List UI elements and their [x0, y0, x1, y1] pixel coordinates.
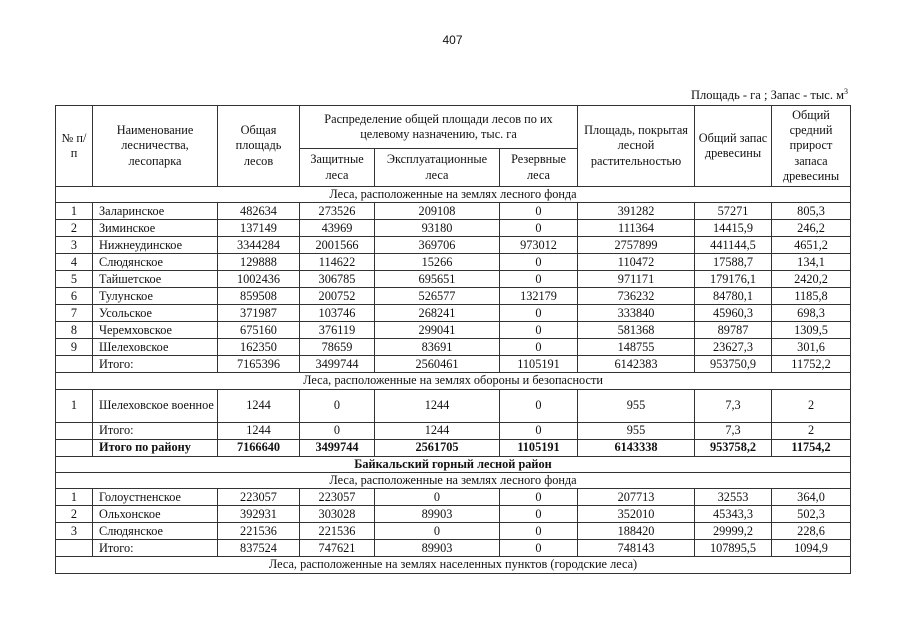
cell-n: 9 — [56, 339, 93, 356]
cell-forest: 207713 — [578, 489, 695, 506]
cell-total: 859508 — [218, 288, 300, 305]
cell-res: 1105191 — [500, 356, 578, 373]
cell-forest: 748143 — [578, 540, 695, 557]
cell-name: Шелеховское военное — [93, 389, 218, 422]
cell-prot: 2001566 — [300, 237, 375, 254]
cell-stock: 23627,3 — [695, 339, 772, 356]
cell-stock: 29999,2 — [695, 523, 772, 540]
cell-name: Слюдянское — [93, 523, 218, 540]
cell-total: 3344284 — [218, 237, 300, 254]
cell-forest: 2757899 — [578, 237, 695, 254]
cell-expl: 695651 — [375, 271, 500, 288]
cell-res: 132179 — [500, 288, 578, 305]
cell-total: 392931 — [218, 506, 300, 523]
cell-prot: 303028 — [300, 506, 375, 523]
cell-prot: 43969 — [300, 220, 375, 237]
cell-res: 0 — [500, 422, 578, 439]
cell-n: 7 — [56, 305, 93, 322]
cell-growth: 246,2 — [772, 220, 851, 237]
cell-growth: 301,6 — [772, 339, 851, 356]
cell-res: 0 — [500, 322, 578, 339]
cell-expl: 15266 — [375, 254, 500, 271]
cell-forest: 971171 — [578, 271, 695, 288]
cell-name: Итого: — [93, 356, 218, 373]
cell-forest: 352010 — [578, 506, 695, 523]
cell-growth: 502,3 — [772, 506, 851, 523]
cell-name: Заларинское — [93, 203, 218, 220]
cell-forest: 110472 — [578, 254, 695, 271]
cell-res: 0 — [500, 305, 578, 322]
section-forest-fund-title: Леса, расположенные на землях лесного фонда — [56, 187, 851, 203]
table-row — [56, 203, 851, 220]
table-body — [56, 187, 851, 574]
cell-forest: 955 — [578, 422, 695, 439]
page-number: 407 — [442, 33, 463, 47]
header-reserve: Резервные леса — [500, 149, 578, 187]
header-distribution: Распределение общей площади лесов по их целевому назначению, тыс. га — [300, 106, 578, 149]
section-forest-fund-2 — [56, 473, 851, 489]
cell-expl: 526577 — [375, 288, 500, 305]
cell-expl: 268241 — [375, 305, 500, 322]
table-row — [56, 220, 851, 237]
section-defense-lands-title: Леса, расположенные на землях обороны и безопасности — [56, 373, 851, 389]
cell-prot: 200752 — [300, 288, 375, 305]
forest-table — [55, 105, 851, 574]
cell-growth: 11752,2 — [772, 356, 851, 373]
cell-growth: 1094,9 — [772, 540, 851, 557]
units-superscript: 3 — [844, 86, 848, 96]
cell-name: Нижнеудинское — [93, 237, 218, 254]
cell-name: Зиминское — [93, 220, 218, 237]
cell-total: 162350 — [218, 339, 300, 356]
cell-total: 7165396 — [218, 356, 300, 373]
cell-n: 1 — [56, 389, 93, 422]
section-forest-fund-2-title: Леса, расположенные на землях лесного фонда — [56, 473, 851, 489]
cell-stock: 32553 — [695, 489, 772, 506]
cell-forest: 736232 — [578, 288, 695, 305]
cell-growth: 11754,2 — [772, 439, 851, 456]
cell-n: 1 — [56, 489, 93, 506]
table-row — [56, 389, 851, 422]
cell-growth: 2420,2 — [772, 271, 851, 288]
cell-n: 3 — [56, 523, 93, 540]
cell-growth: 134,1 — [772, 254, 851, 271]
header-protective: Защитные леса — [300, 149, 375, 187]
cell-name: Тулунское — [93, 288, 218, 305]
cell-stock: 89787 — [695, 322, 772, 339]
table-row — [56, 339, 851, 356]
cell-total: 223057 — [218, 489, 300, 506]
cell-expl: 83691 — [375, 339, 500, 356]
cell-n — [56, 439, 93, 456]
cell-name: Итого: — [93, 540, 218, 557]
cell-growth: 228,6 — [772, 523, 851, 540]
district-heading — [56, 456, 851, 472]
table-row — [56, 305, 851, 322]
cell-res: 0 — [500, 540, 578, 557]
cell-expl: 2561705 — [375, 439, 500, 456]
cell-n — [56, 540, 93, 557]
cell-res: 0 — [500, 203, 578, 220]
cell-total: 1244 — [218, 389, 300, 422]
cell-n: 6 — [56, 288, 93, 305]
cell-forest: 6143338 — [578, 439, 695, 456]
cell-expl: 93180 — [375, 220, 500, 237]
table-row — [56, 237, 851, 254]
cell-name: Шелеховское — [93, 339, 218, 356]
cell-growth: 1185,8 — [772, 288, 851, 305]
cell-expl: 369706 — [375, 237, 500, 254]
header-forested-area: Площадь, покрытая лесной растительностью — [578, 106, 695, 187]
cell-forest: 111364 — [578, 220, 695, 237]
cell-growth: 2 — [772, 389, 851, 422]
cell-forest: 955 — [578, 389, 695, 422]
cell-n: 5 — [56, 271, 93, 288]
table-row — [56, 254, 851, 271]
cell-name: Тайшетское — [93, 271, 218, 288]
cell-res: 0 — [500, 489, 578, 506]
table-row — [56, 523, 851, 540]
header-exploitation: Эксплуатационные леса — [375, 149, 500, 187]
district-total-row — [56, 439, 851, 456]
cell-total: 482634 — [218, 203, 300, 220]
cell-stock: 441144,5 — [695, 237, 772, 254]
cell-res: 1105191 — [500, 439, 578, 456]
cell-expl: 0 — [375, 489, 500, 506]
cell-forest: 581368 — [578, 322, 695, 339]
cell-forest: 6142383 — [578, 356, 695, 373]
cell-stock: 953758,2 — [695, 439, 772, 456]
cell-n: 8 — [56, 322, 93, 339]
cell-stock: 45343,3 — [695, 506, 772, 523]
cell-total: 137149 — [218, 220, 300, 237]
cell-prot: 78659 — [300, 339, 375, 356]
cell-res: 0 — [500, 339, 578, 356]
cell-total: 1002436 — [218, 271, 300, 288]
cell-growth: 805,3 — [772, 203, 851, 220]
cell-n: 3 — [56, 237, 93, 254]
units-label: Площадь - га ; Запас - тыс. м — [691, 88, 844, 102]
cell-expl: 1244 — [375, 422, 500, 439]
total-row — [56, 540, 851, 557]
cell-growth: 2 — [772, 422, 851, 439]
section-forest-fund — [56, 187, 851, 203]
cell-forest: 391282 — [578, 203, 695, 220]
table-row — [56, 506, 851, 523]
cell-res: 0 — [500, 506, 578, 523]
total-row — [56, 356, 851, 373]
cell-prot: 3499744 — [300, 439, 375, 456]
cell-stock: 7,3 — [695, 389, 772, 422]
cell-stock: 953750,9 — [695, 356, 772, 373]
header-num: № п/п — [56, 106, 93, 187]
cell-n: 1 — [56, 203, 93, 220]
table-row — [56, 322, 851, 339]
section-settlement-lands-title: Леса, расположенные на землях населенных пунктов (городские леса) — [56, 557, 851, 573]
cell-stock: 84780,1 — [695, 288, 772, 305]
cell-expl: 209108 — [375, 203, 500, 220]
cell-prot: 0 — [300, 422, 375, 439]
cell-name: Итого по району — [93, 439, 218, 456]
cell-expl: 89903 — [375, 506, 500, 523]
cell-total: 675160 — [218, 322, 300, 339]
cell-res: 0 — [500, 523, 578, 540]
cell-n: 2 — [56, 506, 93, 523]
total-row — [56, 422, 851, 439]
cell-total: 221536 — [218, 523, 300, 540]
cell-total: 837524 — [218, 540, 300, 557]
cell-expl: 2560461 — [375, 356, 500, 373]
cell-forest: 148755 — [578, 339, 695, 356]
cell-res: 0 — [500, 220, 578, 237]
header-name: Наименование лесничества, лесопарка — [93, 106, 218, 187]
cell-res: 973012 — [500, 237, 578, 254]
cell-prot: 103746 — [300, 305, 375, 322]
cell-expl: 0 — [375, 523, 500, 540]
district-heading-title: Байкальский горный лесной район — [56, 456, 851, 472]
cell-expl: 299041 — [375, 322, 500, 339]
cell-name: Ольхонское — [93, 506, 218, 523]
cell-total: 1244 — [218, 422, 300, 439]
cell-res: 0 — [500, 389, 578, 422]
cell-stock: 17588,7 — [695, 254, 772, 271]
cell-expl: 89903 — [375, 540, 500, 557]
cell-name: Голоустненское — [93, 489, 218, 506]
cell-prot: 0 — [300, 389, 375, 422]
cell-prot: 747621 — [300, 540, 375, 557]
cell-growth: 1309,5 — [772, 322, 851, 339]
header-growth: Общий средний прирост запаса древесины — [772, 106, 851, 187]
cell-name: Усольское — [93, 305, 218, 322]
cell-prot: 306785 — [300, 271, 375, 288]
cell-name: Итого: — [93, 422, 218, 439]
cell-expl: 1244 — [375, 389, 500, 422]
cell-total: 371987 — [218, 305, 300, 322]
cell-n: 2 — [56, 220, 93, 237]
cell-stock: 14415,9 — [695, 220, 772, 237]
cell-stock: 45960,3 — [695, 305, 772, 322]
cell-growth: 698,3 — [772, 305, 851, 322]
cell-stock: 179176,1 — [695, 271, 772, 288]
cell-name: Черемховское — [93, 322, 218, 339]
section-settlement-lands — [56, 557, 851, 573]
cell-stock: 57271 — [695, 203, 772, 220]
cell-n: 4 — [56, 254, 93, 271]
cell-name: Слюдянское — [93, 254, 218, 271]
cell-prot: 376119 — [300, 322, 375, 339]
cell-prot: 223057 — [300, 489, 375, 506]
cell-total: 129888 — [218, 254, 300, 271]
cell-forest: 333840 — [578, 305, 695, 322]
cell-n — [56, 356, 93, 373]
cell-res: 0 — [500, 254, 578, 271]
header-stock: Общий запас древесины — [695, 106, 772, 187]
table-row — [56, 288, 851, 305]
cell-n — [56, 422, 93, 439]
cell-growth: 4651,2 — [772, 237, 851, 254]
table-row — [56, 271, 851, 288]
cell-stock: 7,3 — [695, 422, 772, 439]
cell-stock: 107895,5 — [695, 540, 772, 557]
cell-prot: 221536 — [300, 523, 375, 540]
cell-res: 0 — [500, 271, 578, 288]
cell-growth: 364,0 — [772, 489, 851, 506]
cell-prot: 3499744 — [300, 356, 375, 373]
cell-prot: 114622 — [300, 254, 375, 271]
cell-total: 7166640 — [218, 439, 300, 456]
cell-prot: 273526 — [300, 203, 375, 220]
header-total-area: Общая площадь лесов — [218, 106, 300, 187]
section-defense-lands — [56, 373, 851, 389]
table-row — [56, 489, 851, 506]
cell-forest: 188420 — [578, 523, 695, 540]
units-note — [691, 88, 848, 103]
